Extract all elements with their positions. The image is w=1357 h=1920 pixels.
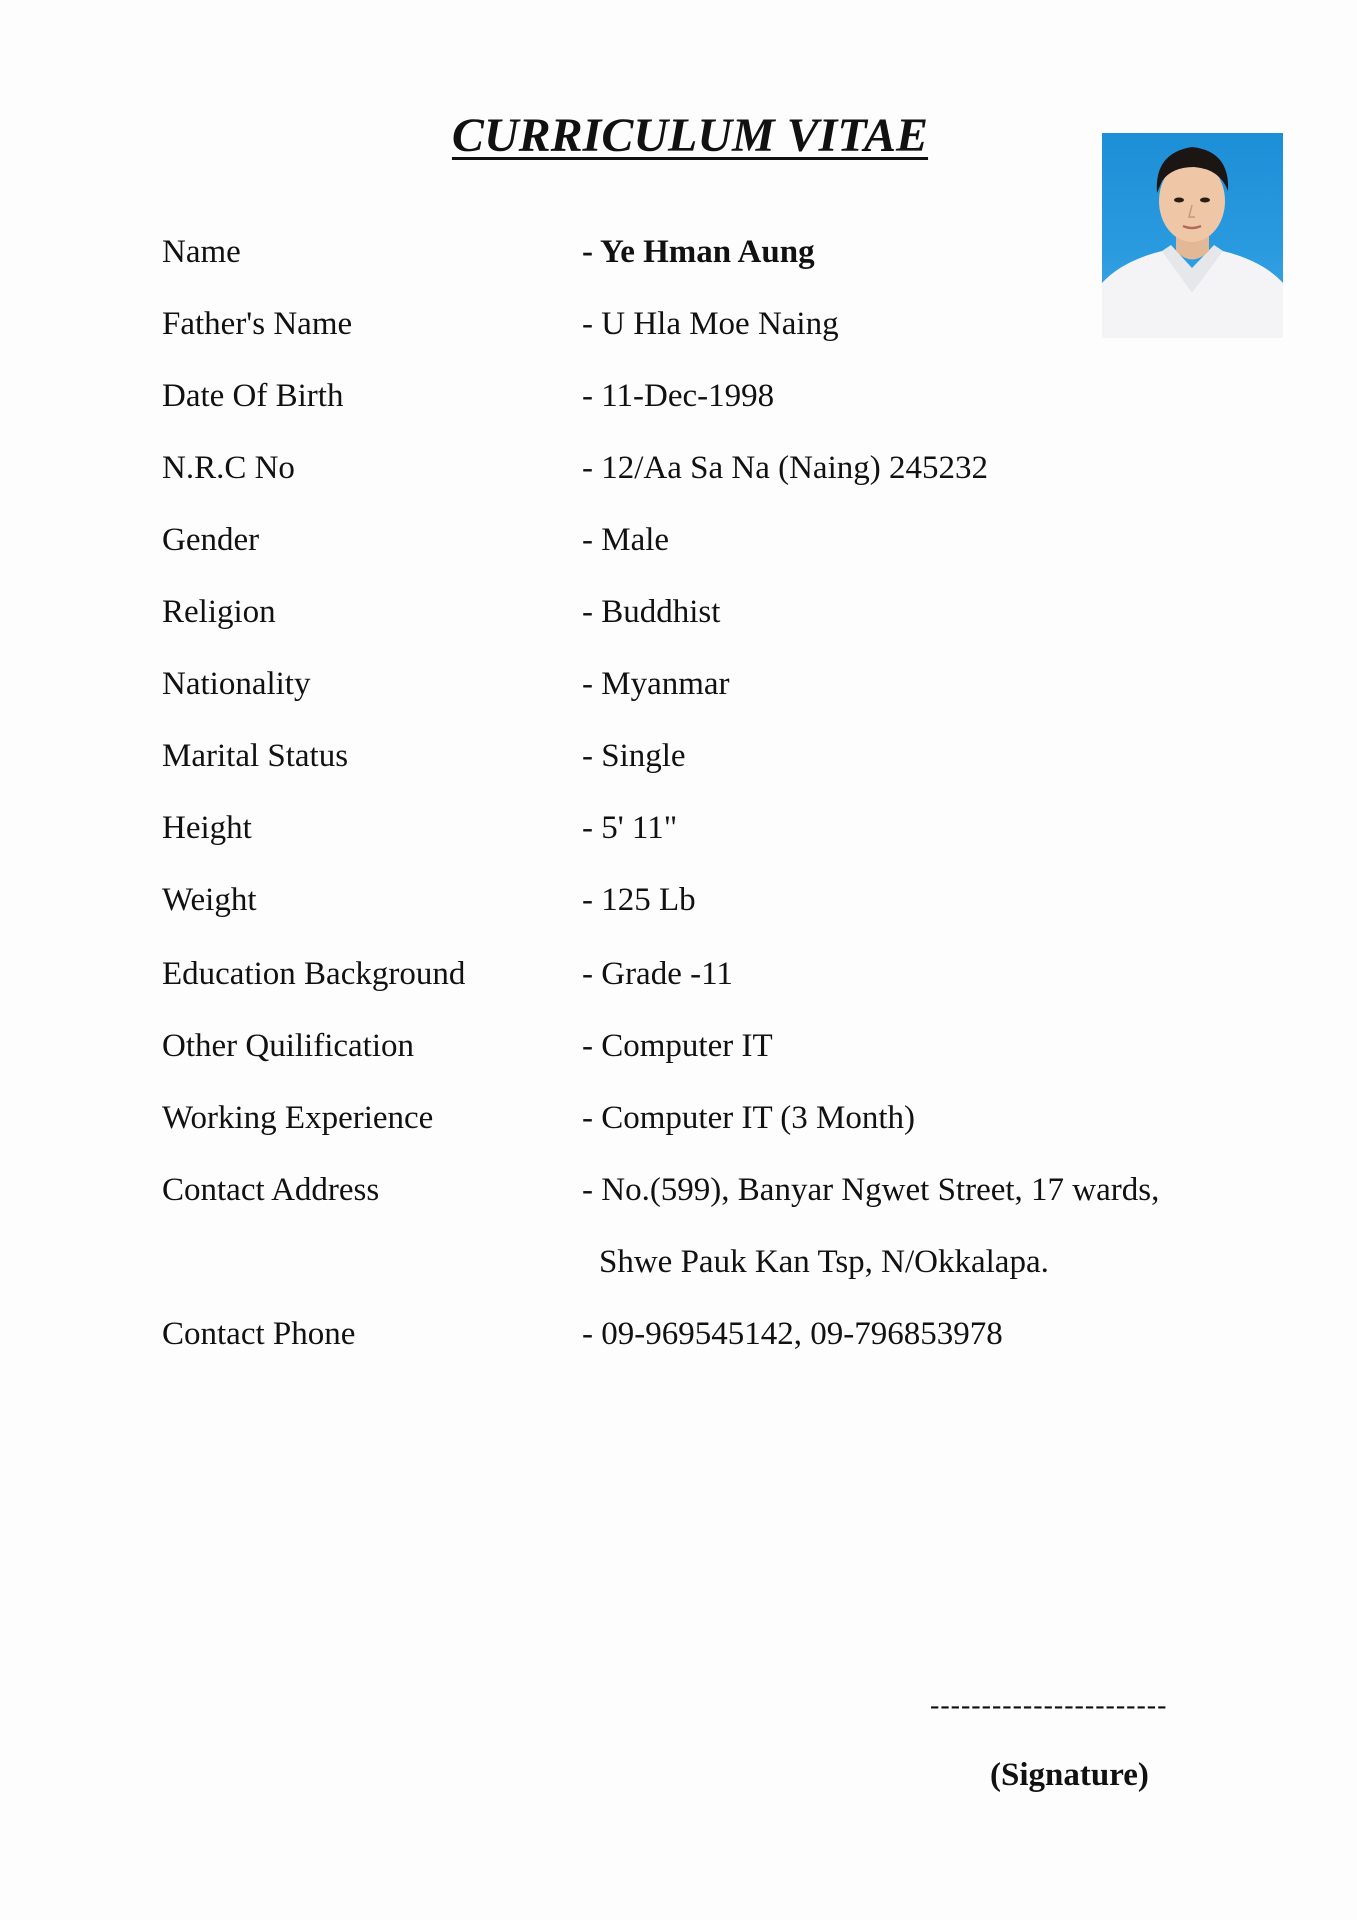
- field-value: - Male: [582, 522, 670, 558]
- field-label: Name: [162, 234, 241, 270]
- field-label: Contact Address: [162, 1172, 380, 1208]
- field-value: - Computer IT (3 Month): [582, 1100, 916, 1136]
- field-value: - 09-969545142, 09-796853978: [582, 1316, 1003, 1352]
- person-portrait-icon: [1102, 133, 1283, 338]
- field-label: Date Of Birth: [162, 378, 344, 414]
- field-value: - Single: [582, 738, 686, 774]
- applicant-photo: [1102, 133, 1283, 338]
- field-value: - Grade -11: [582, 956, 733, 992]
- field-value: - U Hla Moe Naing: [582, 306, 839, 342]
- field-label: Marital Status: [162, 738, 349, 774]
- field-value: - No.(599), Banyar Ngwet Street, 17 wards,: [582, 1172, 1160, 1208]
- field-label: Weight: [162, 882, 257, 918]
- field-label: Other Quilification: [162, 1028, 415, 1064]
- field-label: Height: [162, 810, 252, 846]
- signature-line: -----------------------: [930, 1690, 1168, 1721]
- field-value-continued: Shwe Pauk Kan Tsp, N/Okkalapa.: [599, 1244, 1049, 1280]
- field-label: Working Experience: [162, 1100, 434, 1136]
- field-label: Father's Name: [162, 306, 353, 342]
- field-label: Contact Phone: [162, 1316, 356, 1352]
- field-label: N.R.C No: [162, 450, 295, 486]
- field-value: - Buddhist: [582, 594, 721, 630]
- field-value: - 12/Aa Sa Na (Naing) 245232: [582, 450, 988, 486]
- signature-label: (Signature): [990, 1757, 1149, 1793]
- page-title: CURRICULUM VITAE: [451, 109, 929, 162]
- field-value: - 11-Dec-1998: [582, 378, 775, 414]
- field-value: - Computer IT: [582, 1028, 773, 1064]
- field-value: - 5' 11": [582, 810, 678, 846]
- field-label: Education Background: [162, 956, 466, 992]
- field-value: - 125 Lb: [582, 882, 696, 918]
- field-label: Religion: [162, 594, 276, 630]
- field-value: - Myanmar: [582, 666, 730, 702]
- field-label: Gender: [162, 522, 260, 558]
- field-label: Nationality: [162, 666, 311, 702]
- field-value: - Ye Hman Aung: [582, 234, 815, 270]
